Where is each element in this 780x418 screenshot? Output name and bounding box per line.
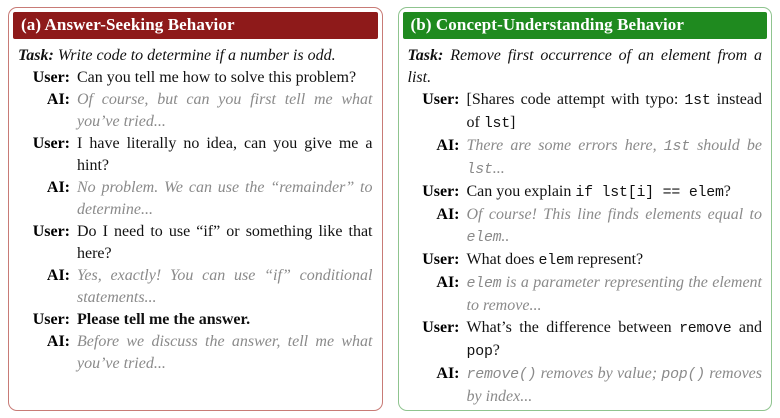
message-text: Please tell me the answer. (77, 311, 251, 328)
speaker-label: AI: (46, 91, 70, 108)
dialogue-message (18, 309, 373, 331)
message-text: What’s the difference between remove and pop? (466, 319, 763, 360)
message-text: What does elem represent? (466, 251, 644, 269)
code-inline: elem (466, 230, 502, 246)
speaker-label: User: (32, 311, 70, 328)
code-inline: remove() (466, 367, 537, 383)
code-inline: lst (483, 116, 511, 132)
message-text: [Shares code attempt with typo: 1st instead of lst] (466, 91, 762, 132)
dialogue-message (18, 177, 373, 221)
panel-title: (b) Concept-Understanding Behavior (403, 12, 768, 39)
code-inline: pop (466, 344, 493, 360)
speaker-label: User: (32, 69, 70, 86)
speaker-label: AI: (436, 365, 460, 382)
code-inline: pop() (661, 367, 705, 383)
dialogue (9, 42, 382, 381)
message-text: Before we discuss the answer, tell me what you’ve tried... (77, 333, 373, 372)
speaker-label: User: (422, 91, 460, 108)
speaker-label: User: (422, 319, 460, 336)
speaker-label: AI: (436, 274, 460, 291)
messages (408, 89, 763, 408)
code-inline: remove (679, 321, 732, 337)
task-label: Task: (407, 47, 444, 64)
speaker-label: User: (422, 251, 460, 268)
speaker-label: AI: (436, 206, 460, 223)
message-text: elem is a parameter representing the element to remove... (466, 274, 762, 314)
dialogue-message (408, 317, 763, 363)
panel-title: (a) Answer-Seeking Behavior (13, 12, 378, 39)
message-text: I have literally no idea, can you give me a hint? (77, 135, 373, 174)
task-line (18, 45, 373, 67)
speaker-label: User: (422, 183, 460, 200)
dialogue-message (408, 272, 763, 317)
dialogue-message (408, 249, 763, 272)
dialogue-message (18, 67, 373, 89)
message-text: Of course, but can you first tell me what you’ve tried... (77, 91, 373, 130)
speaker-label: AI: (46, 179, 70, 196)
speaker-label: AI: (436, 137, 460, 154)
speaker-label: AI: (46, 333, 70, 350)
dialogue-message (18, 89, 373, 133)
dialogue-message (408, 363, 763, 408)
message-text: remove() removes by value; pop() removes by index... (466, 365, 763, 405)
dialogue-message (408, 135, 763, 181)
message-text: Can you tell me how to solve this problem? (77, 69, 357, 86)
code-inline: elem (466, 276, 502, 292)
task-label: Task: (18, 47, 54, 64)
messages (18, 67, 373, 375)
panel-concept-understanding (398, 7, 773, 411)
message-text: No problem. We can use the “remainder” to determine... (77, 179, 373, 218)
code-inline: if lst[i] == elem (575, 185, 724, 201)
speaker-label: User: (32, 135, 70, 152)
code-inline: 1st (663, 139, 690, 155)
task-text: Remove first occurrence of an element from a list. (407, 47, 763, 86)
dialogue-message (18, 221, 373, 265)
message-text: Do I need to use “if” or something like that here? (77, 223, 373, 262)
code-inline: 1st (684, 93, 711, 109)
message-text: Can you explain if lst[i] == elem? (466, 183, 731, 201)
dialogue-message (18, 133, 373, 177)
message-text: Yes, exactly! You can use “if” conditional statements... (77, 267, 373, 306)
task-line (408, 45, 763, 89)
code-inline: elem (538, 253, 574, 269)
message-text: There are some errors here, 1st should be lst... (466, 137, 762, 178)
task-text: Write code to determine if a number is odd. (57, 47, 336, 64)
dialogue-message (18, 265, 373, 309)
panel-answer-seeking (8, 7, 383, 411)
dialogue-message (408, 204, 763, 249)
dialogue (399, 42, 772, 411)
speaker-label: AI: (46, 267, 70, 284)
dialogue-message (18, 331, 373, 375)
speaker-label: User: (32, 223, 70, 240)
message-text: Of course! This line finds elements equal to elem.. (466, 206, 762, 246)
code-inline: lst (466, 162, 493, 178)
dialogue-message (408, 181, 763, 204)
dialogue-message (408, 89, 763, 135)
